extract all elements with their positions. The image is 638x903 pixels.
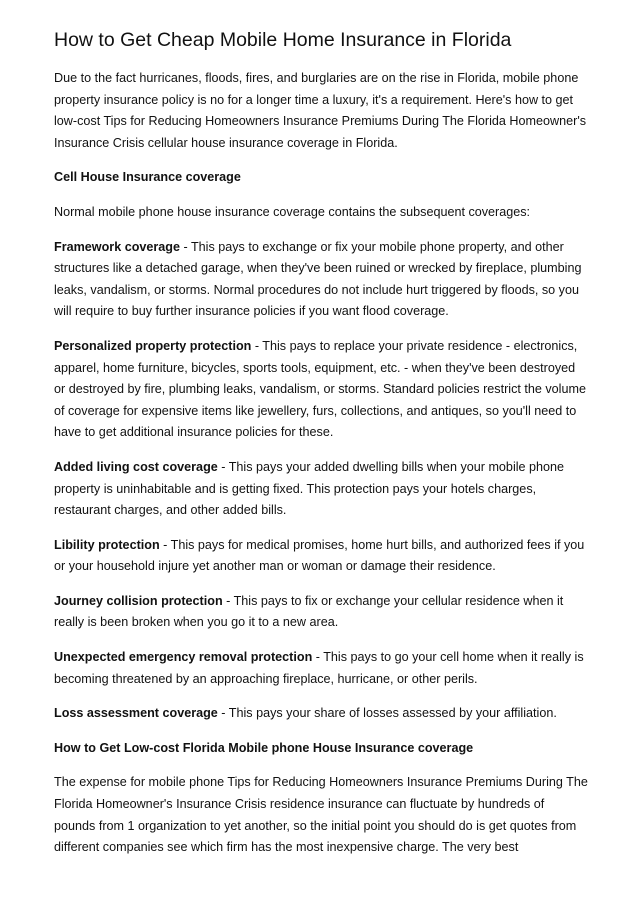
coverage-paragraph-personal-property	[54, 336, 588, 444]
coverage-paragraph-liability	[54, 535, 588, 578]
coverage-term: Libility protection	[54, 537, 160, 552]
section-heading-cell-house: Cell House Insurance coverage	[54, 170, 241, 185]
coverage-paragraph-living-cost	[54, 457, 588, 522]
document-page	[54, 26, 588, 859]
coverage-term: Personalized property protection	[54, 338, 252, 353]
coverage-paragraph-framework	[54, 237, 588, 323]
intro-paragraph: Due to the fact hurricanes, floods, fires, and burglaries are on the rise in Florida, mobile phone property insurance policy is no for a longer time a luxury, it's a requirement. Here's how to get low-cost Tips for Reducing Homeowners Insurance Premiums During The Florida Homeowner's Insurance Crisis cellular house insurance coverage in Florida.	[54, 71, 587, 150]
coverage-description: - This pays to replace your private residence - electronics, apparel, home furniture, bicycles, sports tools, equipment, etc. - when they've been destroyed or destroyed by fire, plumbing leaks, vandalism, or storms. Standard policies restrict the volume of coverage for expensive items like jewellery, furs, collections, and antiques, so you'll need to have to get additional insurance policies for these.	[54, 338, 586, 440]
coverage-paragraph-emergency-removal	[54, 647, 588, 690]
coverage-description: - This pays to go your cell home when it really is becoming threatened by an approaching fireplace, hurricane, or other perils.	[54, 650, 584, 686]
coverage-term: Loss assessment coverage	[54, 706, 218, 721]
coverage-term: Unexpected emergency removal protection	[54, 650, 313, 665]
coverage-paragraph-loss-assessment	[54, 703, 588, 725]
coverage-description: - This pays your share of losses assessed by your affiliation.	[217, 706, 557, 721]
coverage-term: Added living cost coverage	[54, 459, 218, 474]
section-body-paragraph: The expense for mobile phone Tips for Reducing Homeowners Insurance Premiums During The Florida Homeowner's Insurance Crisis residence insurance can fluctuate by hundreds of pounds from 1 organization to yet another, so the initial point you should do is get quotes from different companies see which firm has the most inexpensive charge. The very best	[54, 775, 588, 855]
coverage-description: - This pays to exchange or fix your mobile phone property, and other structures like a detached garage, when they've been ruined or wrecked by fireplace, plumbing leaks, vandalism, or storms. Normal procedures do not include hurt triggered by floods, so you will require to buy further insurance policies if you want flood coverage.	[54, 239, 582, 319]
section-heading-low-cost: How to Get Low-cost Florida Mobile phone House Insurance coverage	[54, 740, 474, 755]
coverage-description: - This pays your added dwelling bills when your mobile phone property is uninhabitable and is getting fixed. This protection pays your hotels charges, restaurant charges, and other added bills.	[54, 459, 565, 518]
coverage-description: - This pays to fix or exchange your cellular residence when it really is been broken when you go it to a new area.	[54, 593, 564, 630]
coverage-term: Framework coverage	[54, 239, 180, 254]
coverage-term: Journey collision protection	[54, 593, 223, 608]
coverage-paragraph-journey-collision	[54, 591, 588, 634]
section-intro-paragraph: Normal mobile phone house insurance coverage contains the subsequent coverages:	[54, 204, 531, 219]
document-title: How to Get Cheap Mobile Home Insurance in Florida	[54, 29, 512, 51]
coverage-description: - This pays for medical promises, home hurt bills, and authorized fees if you or your household injure yet another man or woman or damage their residence.	[54, 537, 585, 574]
